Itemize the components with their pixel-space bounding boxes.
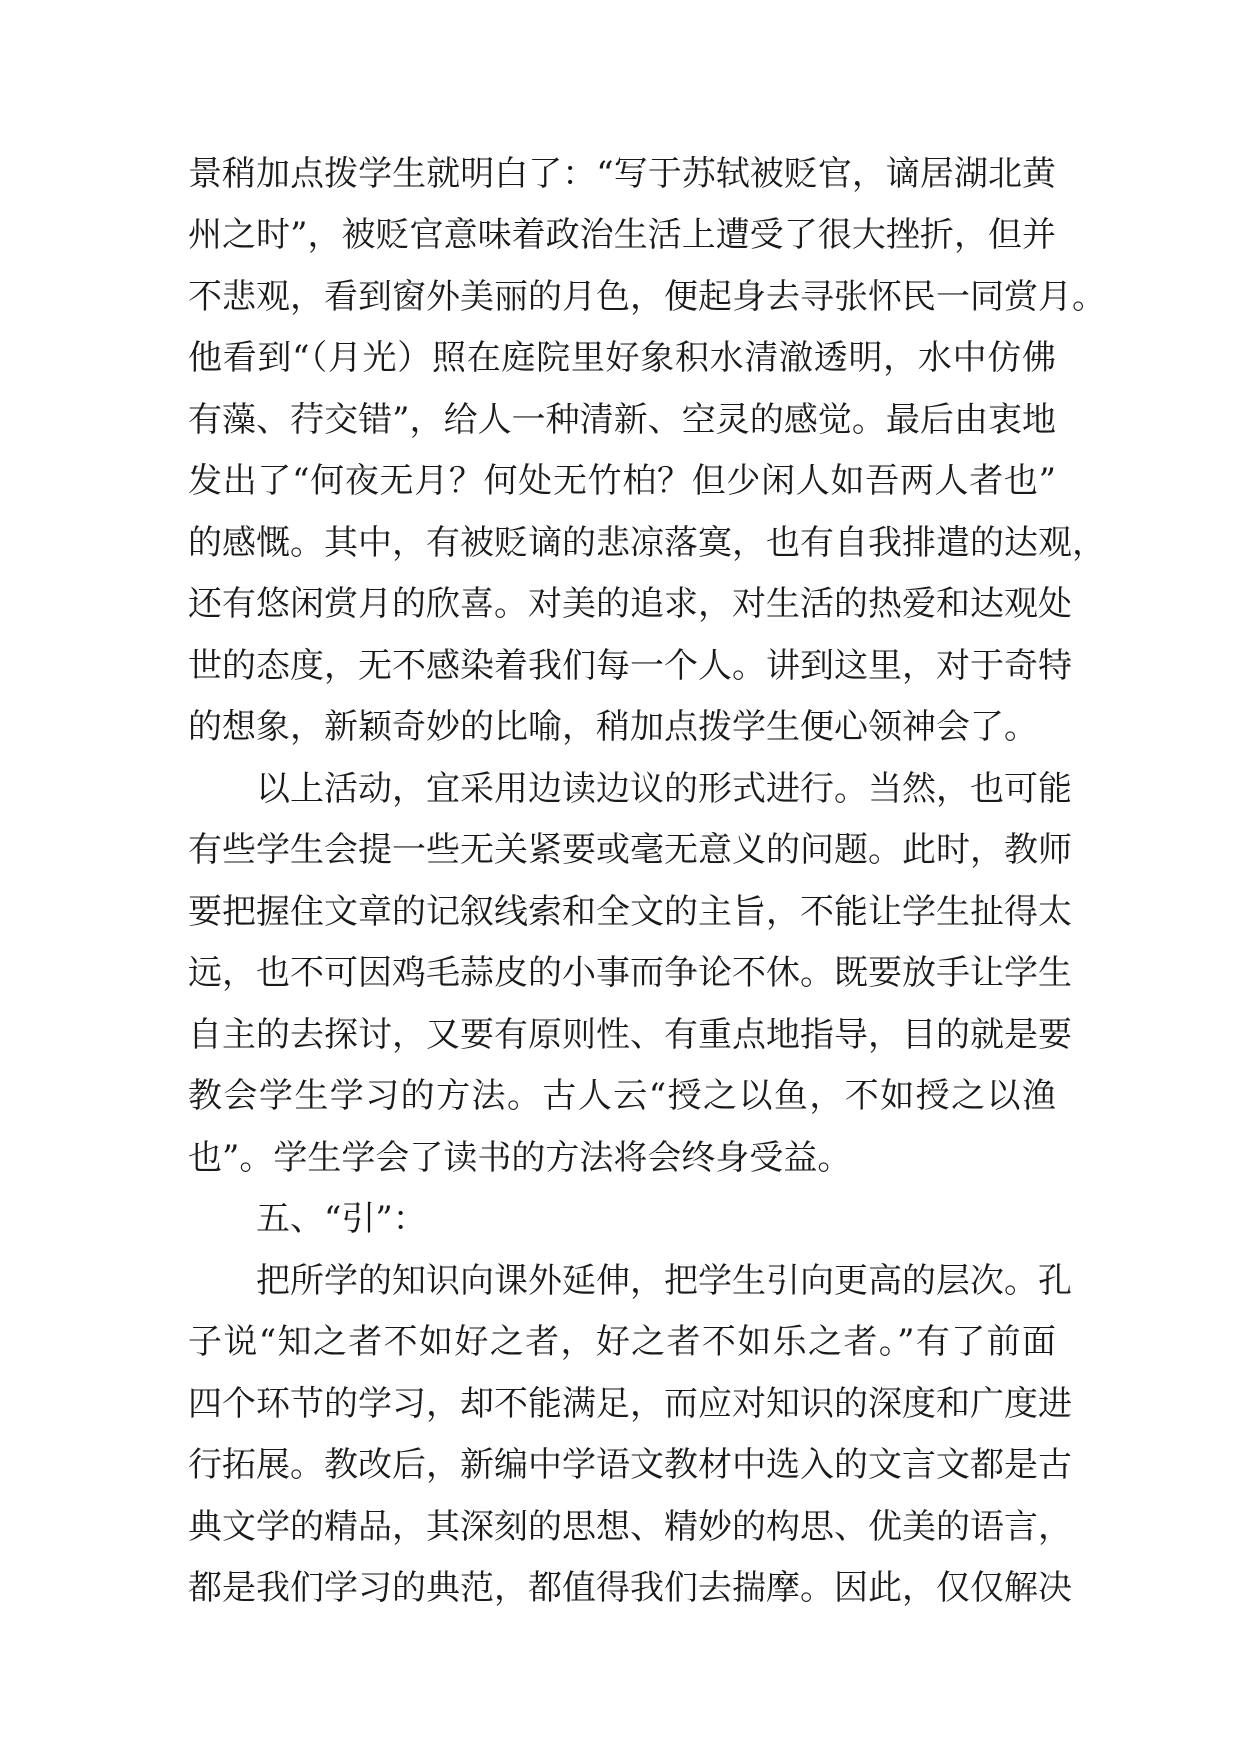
body-text-line: 州之时”，被贬官意味着政治生活上遭受了很大挫折，但并	[188, 215, 1056, 255]
body-text-line: 四个环节的学习，却不能满足，而应对知识的深度和广度进	[188, 1384, 1072, 1424]
paragraph-first-line: 以上活动，宜采用边读边议的形式进行。当然，也可能	[256, 769, 1072, 809]
body-text-line: 景稍加点拨学生就明白了：“写于苏轼被贬官，谪居湖北黄	[188, 154, 1056, 194]
body-text-line: 不悲观，看到窗外美丽的月色，便起身去寻张怀民一同赏月。	[188, 277, 1106, 317]
body-text-line: 世的态度，无不感染着我们每一个人。讲到这里，对于奇特	[188, 646, 1072, 686]
body-text-line: 都是我们学习的典范，都值得我们去揣摩。因此，仅仅解决	[188, 1568, 1072, 1608]
body-text-line: 远，也不可因鸡毛蒜皮的小事而争论不休。既要放手让学生	[188, 953, 1072, 993]
body-text-line: 自主的去探讨，又要有原则性、有重点地指导，目的就是要	[188, 1015, 1072, 1055]
body-text-line: 也”。学生学会了读书的方法将会终身受益。	[188, 1138, 852, 1178]
section-heading: 五、“引”：	[256, 1199, 427, 1239]
body-text-line: 教会学生学习的方法。古人云“授之以鱼，不如授之以渔	[188, 1076, 1056, 1116]
body-text-line: 的想象，新颖奇妙的比喻，稍加点拨学生便心领神会了。	[188, 707, 1038, 747]
body-text-line: 有些学生会提一些无关紧要或毫无意义的问题。此时，教师	[188, 830, 1072, 870]
body-text-line: 要把握住文章的记叙线索和全文的主旨，不能让学生扯得太	[188, 892, 1072, 932]
body-text-line: 的感慨。其中，有被贬谪的悲凉落寞，也有自我排遣的达观，	[188, 523, 1106, 563]
body-text-line: 典文学的精品，其深刻的思想、精妙的构思、优美的语言，	[188, 1507, 1072, 1547]
body-text-line: 发出了“何夜无月？何处无竹柏？但少闲人如吾两人者也”	[188, 461, 1056, 501]
paragraph-first-line: 把所学的知识向课外延伸，把学生引向更高的层次。孔	[256, 1261, 1072, 1301]
body-text-line: 还有悠闲赏月的欣喜。对美的追求，对生活的热爱和达观处	[188, 584, 1072, 624]
body-text-line: 他看到“（月光）照在庭院里好象积水清澈透明，水中仿佛	[188, 338, 1056, 378]
body-text-line: 子说“知之者不如好之者，好之者不如乐之者。”有了前面	[188, 1322, 1056, 1362]
body-text-line: 行拓展。教改后，新编中学语文教材中选入的文言文都是古	[188, 1445, 1072, 1485]
body-text-line: 有藻、荇交错”，给人一种清新、空灵的感觉。最后由衷地	[188, 400, 1056, 440]
